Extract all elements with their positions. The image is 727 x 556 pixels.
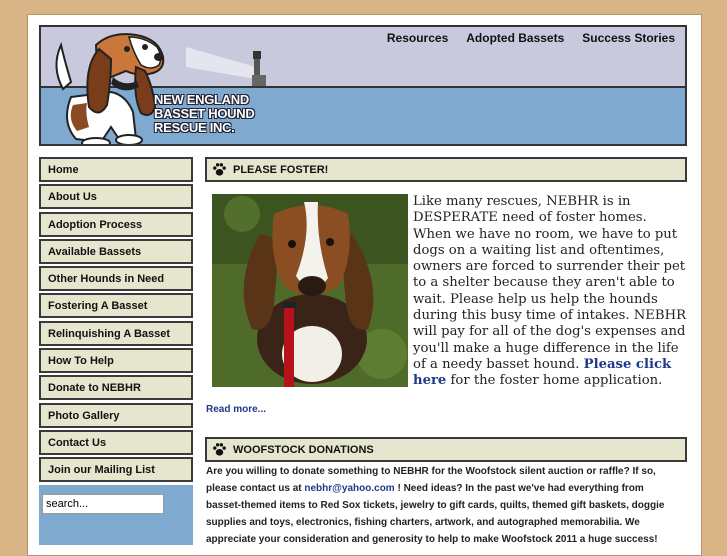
sidebar-item-other-hounds[interactable]: Other Hounds in Need — [39, 266, 193, 291]
basset-puppy-photo — [212, 194, 408, 387]
logo-line-2: BASSET HOUND — [154, 106, 255, 121]
sidebar-item-available-bassets[interactable]: Available Bassets — [39, 239, 193, 264]
sidebar-item-relinquishing[interactable]: Relinquishing A Basset — [39, 321, 193, 346]
foster-tail-text: for the foster home application. — [446, 373, 663, 389]
woofstock-text-pre: Are you willing to donate something to NEBHR for the Woofstock silent auction or raffle? If so, please contact us at — [206, 466, 656, 494]
nav-resources[interactable]: Resources — [386, 31, 449, 45]
sidebar-item-how-to-help[interactable]: How To Help — [39, 348, 193, 373]
search-input[interactable] — [42, 494, 164, 514]
paw-print-icon — [212, 162, 227, 177]
logo-line-1: NEW ENGLAND — [154, 92, 249, 107]
paw-print-icon — [212, 442, 227, 457]
sidebar-item-contact-us[interactable]: Contact Us — [39, 430, 193, 455]
sidebar-item-fostering[interactable]: Fostering A Basset — [39, 293, 193, 318]
sidebar-item-about-us[interactable]: About Us — [39, 184, 193, 209]
foster-application-link[interactable]: Please click here — [413, 356, 672, 389]
sidebar-item-photo-gallery[interactable]: Photo Gallery — [39, 403, 193, 428]
sidebar-item-donate[interactable]: Donate to NEBHR — [39, 375, 193, 400]
sidebar-item-mailing-list[interactable]: Join our Mailing List — [39, 457, 193, 482]
woofstock-description — [206, 463, 676, 548]
sidebar-item-adoption-process[interactable]: Adoption Process — [39, 212, 193, 237]
nav-adopted-bassets[interactable]: Adopted Bassets — [466, 31, 565, 45]
foster-description — [413, 194, 687, 390]
foster-body-text: Like many rescues, NEBHR is in DESPERATE need of foster homes. When we have no room, we have to put dogs on a waiting list and oftentimes, owners are forced to surrender their pet to a shelter because they aren't able to wait. Please help us help the hounds during this busy time of intakes. NEBHR will pay for all of the dog's expenses and you'll make a huge difference in the life of a needy basset hound. — [413, 194, 687, 372]
site-logo-text[interactable] — [154, 93, 314, 135]
foster-section-title: PLEASE FOSTER! — [233, 163, 329, 176]
sidebar-item-home[interactable]: Home — [39, 157, 193, 182]
search-panel — [39, 485, 193, 545]
woofstock-email-link[interactable]: nebhr@yahoo.com — [304, 483, 395, 494]
nav-success-stories[interactable]: Success Stories — [582, 31, 675, 45]
woofstock-text-post: ! Need ideas? In the past we've had everything from basset-themed items to Red Sox tickets, jewelry to gift cards, quilts, themed gift baskets, doggie supplies and toys, electronics, fishing charters, artwork, and autographed memorabilia. We appreciate your consideration and generosity to help to make Woofstock 2011 a huge success! — [206, 483, 665, 545]
logo-line-3: RESCUE INC. — [154, 120, 235, 135]
site-header — [39, 25, 687, 146]
woofstock-section-header — [205, 437, 687, 462]
woofstock-section-title: WOOFSTOCK DONATIONS — [233, 443, 374, 456]
top-navigation — [387, 31, 675, 45]
sidebar-nav — [39, 157, 193, 545]
foster-section-header — [205, 157, 687, 182]
read-more-link[interactable]: Read more... — [206, 404, 267, 415]
main-content — [205, 157, 687, 545]
